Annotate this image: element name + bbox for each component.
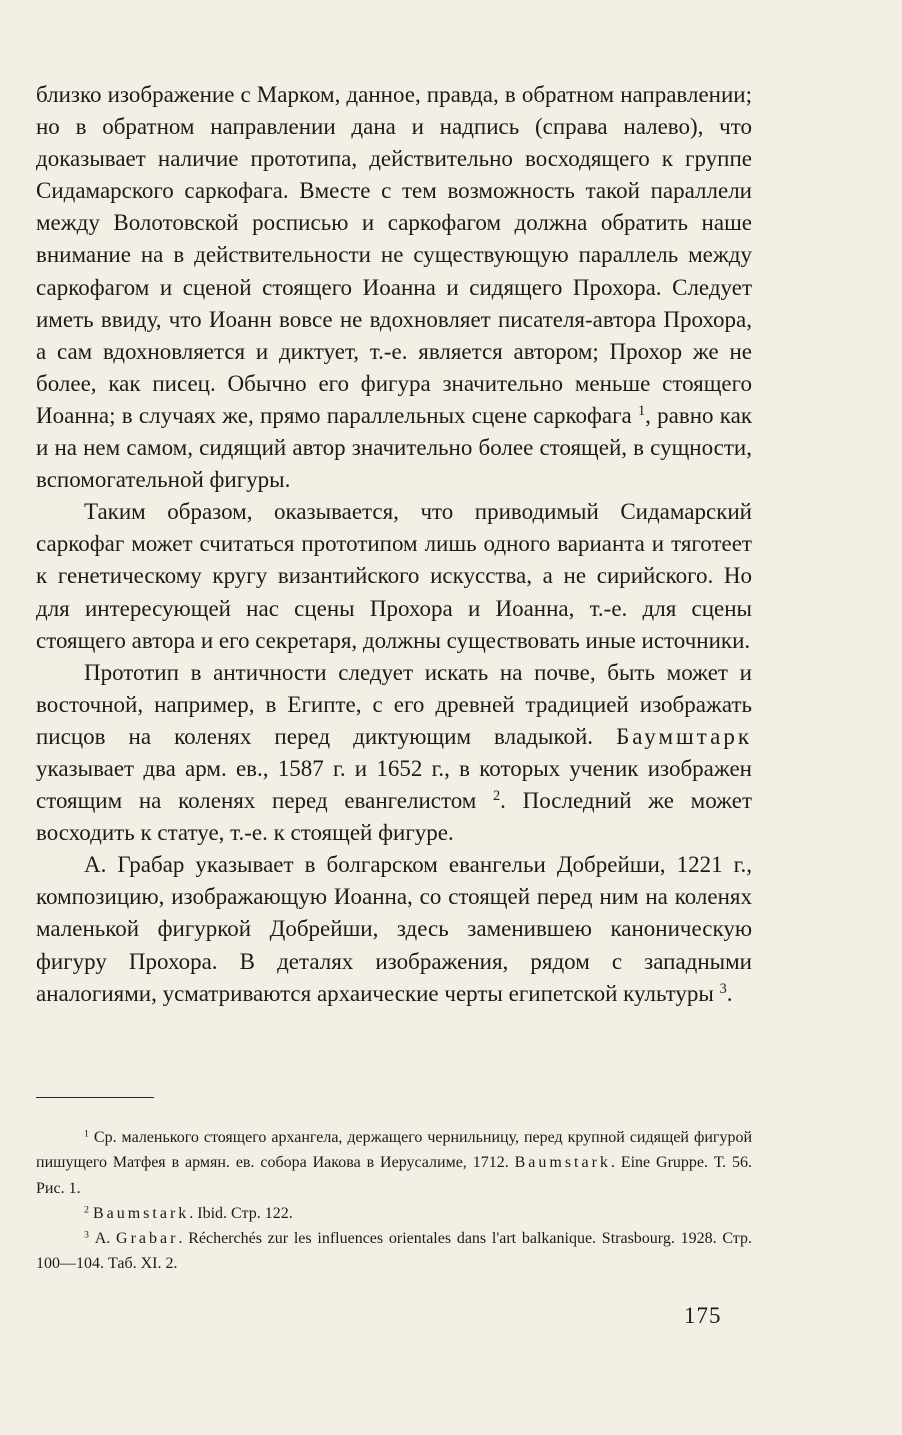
author-name-spaced: Баумштарк — [616, 723, 752, 749]
text-run: . Eine Gruppe. Т. 56. Рис. 1. — [36, 1154, 752, 1197]
author-name-spaced: Baumstark — [514, 1154, 611, 1172]
text-run: указывает два арм. ев., 1587 г. и 1652 г., в которых ученик изображен стоящим на коленях перед евангелистом — [36, 755, 752, 814]
page-number: 175 — [684, 1303, 722, 1328]
text-run: Таким образом, оказывается, что приводимый Сидамарский саркофаг может считаться прототипом лишь одного варианта и тяготеет к генетическому кругу византийского искусства, а не сирийского. Но для интересующей нас сцены Прохора и Иоанна, т.-е. для сцены стоящего автора и его секретаря, должны существовать иные источники. — [36, 499, 752, 653]
paragraph — [36, 849, 752, 1009]
text-run: . — [726, 980, 733, 1006]
text-run: . Последний же может восходить к статуе, т.-е. к стоящей фигуре. — [36, 788, 753, 846]
footnote-number: 2 — [84, 1204, 89, 1216]
author-name-spaced: Grabar — [116, 1230, 179, 1248]
footnote-ref: 1 — [638, 403, 646, 420]
text-run: Ср. маленького стоящего архангела, держащего чернильницу, перед крупной сидящей фигурой пишущего Матфея в армян. ев. собора Иакова в Иерусалиме, 1712. — [36, 1129, 752, 1172]
text-run: близко изображение с Марком, данное, правда, в обратном направлении; но в обратном направлении дана и надпись (справа налево), что доказывает наличие прототипа, действительно восходящего к группе Сидамарского саркофага. Вместе с тем возможность такой параллели между Волотовской росписью и саркофагом должна обратить наше внимание на в действительности не существующую параллель между саркофагом и сценой стоящего Иоанна и сидящего Прохора. Следует иметь ввиду, что Иоанн вовсе не вдохновляет писателя-автора Прохора, а сам вдохновляется и диктует, т.-е. является автором; Прохор же не более, как писец. Обычно его фигура значительно меньше стоящего Иоанна; в случаях же, прямо параллельных сцене саркофага — [36, 82, 752, 428]
footnote — [36, 1125, 752, 1201]
text-run: А. Грабар указывает в болгарском евангельи Добрейши, 1221 г., композицию, изображающую Иоанна, со стоящей перед ним на коленях маленькой фигуркой Добрейши, здесь заменившею каноническую фигуру Прохора. В деталях изображения, рядом с западными аналогиями, усматриваются архаические черты египетской культуры — [36, 852, 752, 1006]
text-run: , равно как и на нем самом, сидящий автор значительно более стоящей, в сущности, вспомогательной фигуры. — [36, 402, 752, 493]
author-name-spaced: Baumstark — [92, 1204, 190, 1222]
paragraph — [36, 657, 752, 850]
text-run: А. — [88, 1230, 117, 1248]
text-run: . Récherchés zur les influences orientales dans l'art balkanique. Strasbourg. 1928. Стр. 100—104. Таб. XI. 2. — [36, 1230, 752, 1273]
footnote-ref: 3 — [719, 980, 727, 997]
main-text — [36, 79, 752, 1010]
footnote-number: 1 — [84, 1128, 89, 1140]
footnote-ref: 2 — [493, 788, 501, 805]
footnote-divider — [36, 1097, 154, 1098]
footnote-number: 3 — [84, 1229, 89, 1241]
text-run: . Ibid. Стр. 122. — [189, 1204, 293, 1222]
footnote — [36, 1226, 752, 1277]
text-run: Прототип в античности следует искать на почве, быть может и восточной, например, в Египте, с его древней традицией изображать писцов на коленях перед диктующим владыкой. — [36, 659, 752, 749]
paragraph — [36, 496, 752, 656]
paragraph — [36, 79, 752, 496]
footnote — [36, 1201, 752, 1226]
footnotes — [36, 1125, 752, 1277]
